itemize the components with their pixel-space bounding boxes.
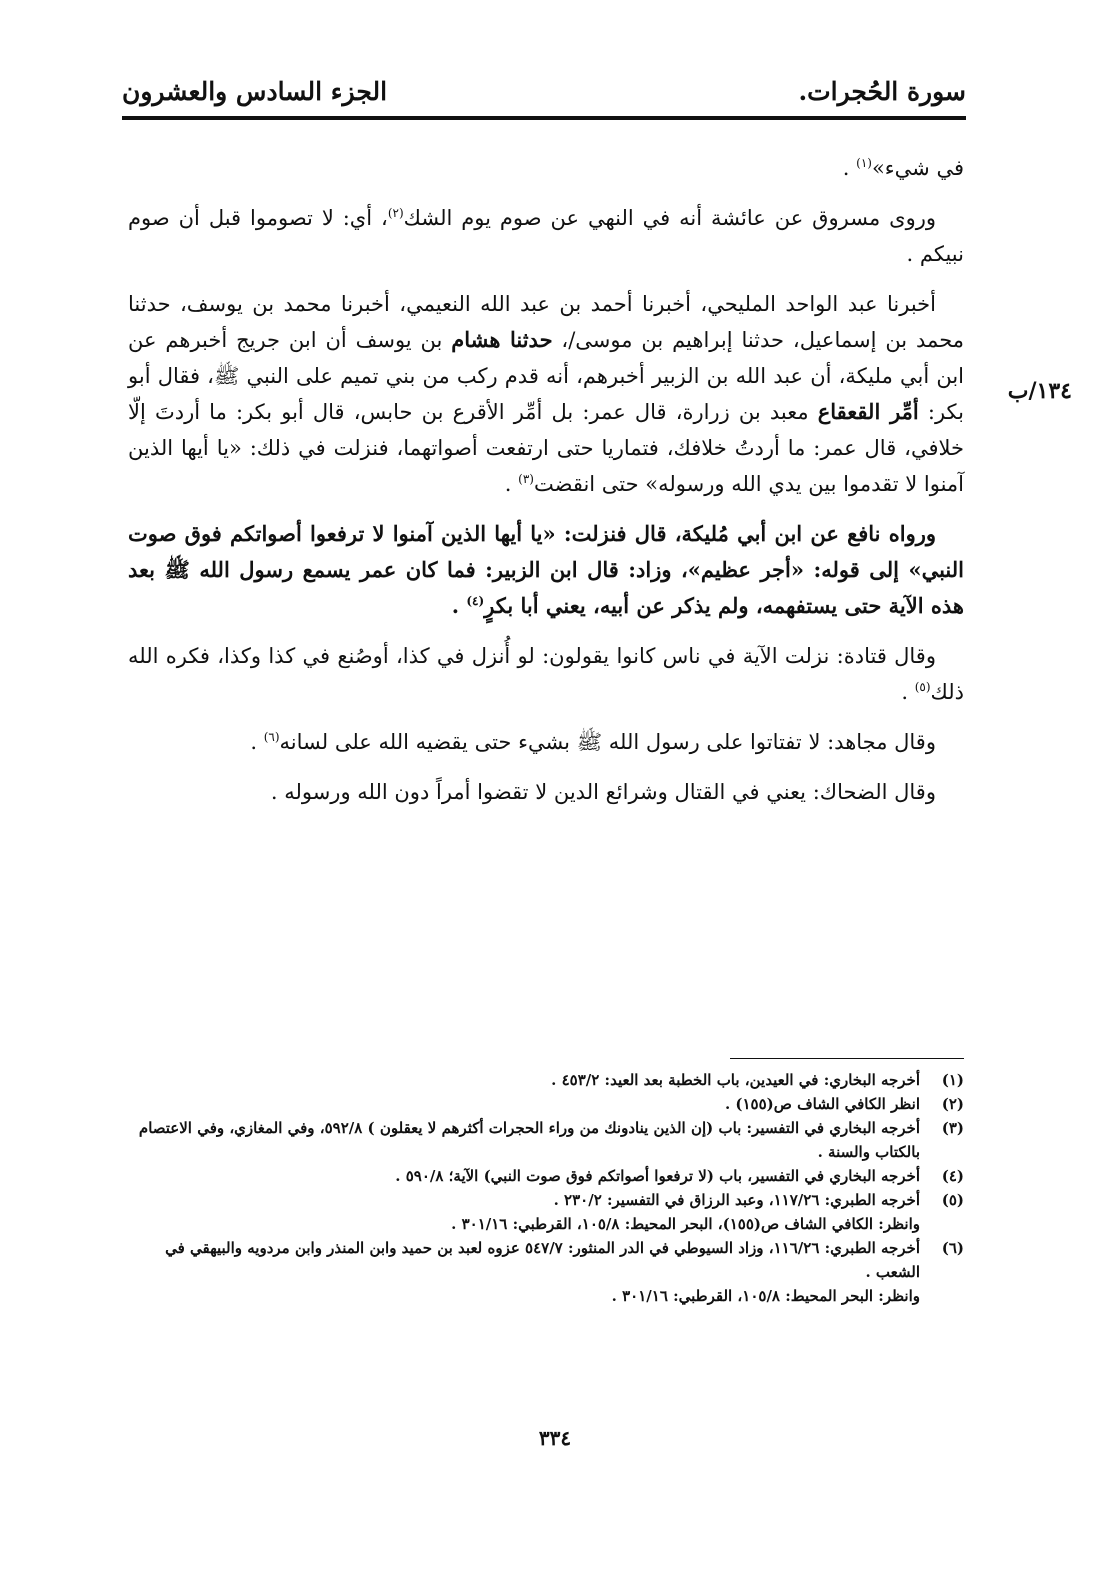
paragraph-6: [128, 774, 964, 810]
footnote-text: أخرجه الطبري: ١١٦/٢٦، وزاد السيوطي في الدر المنثور: ٥٤٧/٧ عزوه لعبد بن حميد وابن المنذر وابن مردويه والبيهقي في الشعب .: [165, 1239, 920, 1281]
footnote-ref: (١): [856, 156, 872, 170]
footnote-1: [128, 1068, 964, 1092]
paragraph-5: [128, 724, 964, 760]
footnote-number: [920, 1212, 964, 1236]
manuscript-folio-ref: ١٣٤/ب: [1007, 378, 1072, 404]
main-text: [128, 150, 964, 824]
text-span: أخبرنا عبد الواحد المليحي، أخبرنا أحمد بن عبد الله النعيمي، أخبرنا محمد بن يوسف، حدثنا محمد بن إسماعيل، حدثنا إبراهيم بن موسى/،: [128, 292, 964, 352]
footnote-3: [128, 1116, 964, 1164]
text-span: في شيء»: [871, 156, 964, 180]
text-span: وقال الضحاك: يعني في القتال وشرائع الدين لا تقضوا أمراً دون الله ورسوله .: [270, 780, 936, 804]
footnote-number: (١): [941, 1071, 964, 1089]
footnote-4: [128, 1164, 964, 1188]
footnote-text: وانظر: الكافي الشاف ص(١٥٥)، البحر المحيط: ١٠٥/٨، القرطبي: ٣٠١/١٦ .: [451, 1215, 920, 1233]
footnote-number: (٦): [941, 1239, 964, 1257]
footnote-text: أخرجه الطبري: ١١٧/٢٦، وعبد الرزاق في التفسير: ٢٣٠/٢ .: [553, 1191, 920, 1209]
text-span: وروى مسروق عن عائشة أنه في النهي عن صوم يوم الشك: [403, 206, 936, 230]
paragraph-3: [128, 516, 964, 624]
paragraph-0: [128, 150, 964, 186]
footnote-text: أخرجه البخاري: في العيدين، باب الخطبة بعد العيد: ٤٥٣/٢ .: [551, 1071, 920, 1089]
footnote-text: أخرجه البخاري في التفسير، باب (لا ترفعوا أصواتكم فوق صوت النبي) الآية؛ ٥٩٠/٨ .: [395, 1167, 920, 1185]
text-span: .: [842, 156, 857, 180]
text-span: بن يوسف أن ابن جريج أخبرهم عن ابن أبي مليكة، أن عبد الله بن الزبير أخبرهم، أنه قدم ركب من بني تميم على النبي ﷺ، فقال أبو بكر:: [128, 328, 964, 424]
text-span: .: [451, 593, 467, 618]
footnote-ref: (٥): [914, 680, 931, 694]
footnote-ref: (٣): [518, 472, 534, 486]
footnote-5: [128, 1188, 964, 1212]
page-number: ٣٣٤: [538, 1426, 572, 1450]
footnote-ref: (٦): [263, 730, 280, 744]
footnote-ref: (٢): [387, 206, 404, 220]
footnote-5-continued: [128, 1212, 964, 1236]
text-span: معبد بن زرارة، قال عمر: بل أمِّر الأقرع بن حابس، قال أبو بكر: ما أردتَ إلّا خلافي، قال عمر: ما أردتُ خلافك، فتماريا حتى ارتفعت أصواتهما، فنزلت في ذلك: «يا أيها الذين آمنوا لا تقدموا بين يدي الله ورسوله» حتى انقضت: [128, 400, 964, 496]
footnote-text: أخرجه البخاري في التفسير: باب (إن الذين ينادونك من وراء الحجرات أكثرهم لا يعقلون ) ٥٩٢/٨، وفي المغازي، وفي الاعتصام بالكتاب والسنة .: [138, 1119, 920, 1161]
footnote-number: (٢): [941, 1095, 964, 1113]
text-span: وقال مجاهد: لا تفتاتوا على رسول الله ﷺ بشيء حتى يقضيه الله على لسانه: [279, 730, 936, 754]
paragraph-2: [128, 286, 964, 502]
text-span: .: [504, 472, 519, 496]
footnote-separator: [730, 1058, 964, 1059]
text-span: .: [901, 680, 915, 704]
part-title: الجزء السادس والعشرون: [122, 76, 388, 106]
footnote-number: (٣): [941, 1119, 964, 1137]
surah-title: سورة الحُجرات.: [798, 76, 966, 106]
footnote-number: [920, 1284, 964, 1308]
footnotes: [128, 1068, 964, 1308]
footnote-6: [128, 1236, 964, 1284]
footnote-2: [128, 1092, 964, 1116]
footnote-text: انظر الكافي الشاف ص(١٥٥) .: [724, 1095, 920, 1113]
footnote-ref: (٤): [466, 594, 485, 608]
text-span: ، أي: لا تصوموا قبل أن صوم نبيكم .: [128, 206, 964, 266]
footnote-number: (٥): [941, 1191, 964, 1209]
text-span: وقال قتادة: نزلت الآية في ناس كانوا يقولون: لو أُنزل في كذا، أوصُنع في كذا وكذا، فكره الله ذلك: [128, 644, 964, 704]
footnote-text: وانظر: البحر المحيط: ١٠٥/٨، القرطبي: ٣٠١/١٦ .: [611, 1287, 920, 1305]
header-rule: [122, 116, 966, 120]
text-span: ورواه نافع عن ابن أبي مُليكة، قال فنزلت: «يا أيها الذين آمنوا لا ترفعوا أصواتكم فوق صوت النبي» إلى قوله: «أجر عظيم»، وزاد: قال ابن الزبير: فما كان عمر يسمع رسول الله ﷺ بعد هذه الآية حتى يستفهمه، ولم يذكر عن أبيه، يعني أبا بكرٍ: [128, 521, 964, 618]
footnote-6-continued: [128, 1284, 964, 1308]
paragraph-1: [128, 200, 964, 272]
bold-span: أمِّر القعقاع: [817, 399, 919, 424]
bold-span: حدثنا هشام: [451, 327, 553, 352]
paragraph-4: [128, 638, 964, 710]
text-span: .: [250, 730, 264, 754]
footnote-number: (٤): [941, 1167, 964, 1185]
running-header: [122, 64, 966, 118]
